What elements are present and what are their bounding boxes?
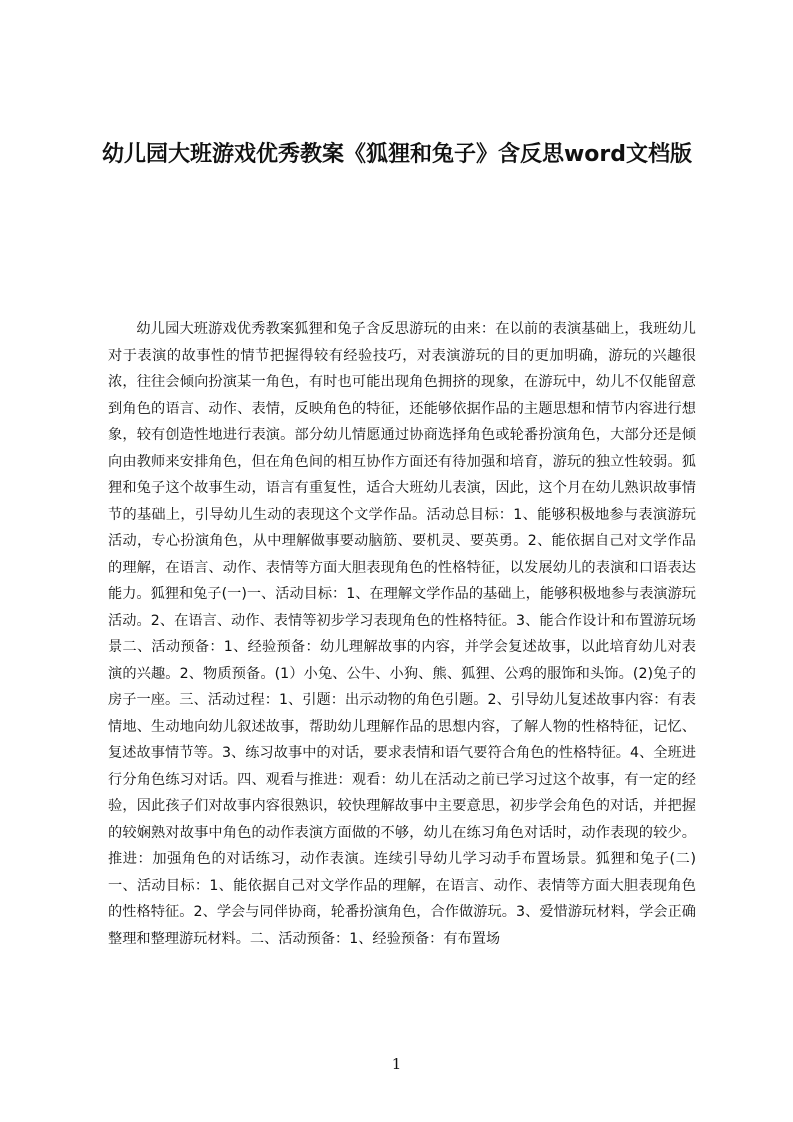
document-title: 幼儿园大班游戏优秀教案《狐狸和兔子》含反思word文档版 [101, 142, 693, 167]
page-number: 1 [391, 1055, 402, 1073]
document-body-text: 幼儿园大班游戏优秀教案狐狸和兔子含反思游玩的由来：在以前的表演基础上，我班幼儿对于表演的故事性的情节把握得较有经验技巧，对表演游玩的目的更加明确，游玩的兴趣很浓，往往会倾向扮演某一角色，有时也可能出现角色拥挤的现象，在游玩中，幼儿不仅能留意到角色的语言、动作、表情，反映角色的特征，还能够依据作品的主题思想和情节内容进行想象，较有创造性地进行表演。部分幼儿情愿通过协商选择角色或轮番扮演角色，大部分还是倾向由教师来安排角色，但在角色间的相互协作方面还有待加强和培育，游玩的独立性较弱。狐狸和兔子这个故事生动，语言有重复性，适合大班幼儿表演，因此，这个月在幼儿熟识故事情节的基础上，引导幼儿生动的表现这个文学作品。活动总目标：1、能够积极地参与表演游玩活动，专心扮演角色，从中理解做事要动脑筋、要机灵、要英勇。2、能依据自己对文学作品的理解，在语言、动作、表情等方面大胆表现角色的性格特征，以发展幼儿的表演和口语表达能力。狐狸和兔子(一)一、活动目标：1、在理解文学作品的基础上，能够积极地参与表演游玩活动。2、在语言、动作、表情等初步学习表现角色的性格特征。3、能合作设计和布置游玩场景二、活动预备：1、经验预备：幼儿理解故事的内容，并学会复述故事，以此培育幼儿对表演的兴趣。2、物质预备。(1）小兔、公牛、小狗、熊、狐狸、公鸡的服饰和头饰。(2)兔子的房子一座。三、活动过程：1、引题：出示动物的角色引题。2、引导幼儿复述故事内容：有表情地、生动地向幼儿叙述故事，帮助幼儿理解作品的思想内容，了解人物的性格特征，记忆、复述故事情节等。3、练习故事中的对话，要求表情和语气要符合角色的性格特征。4、全班进行分角色练习对话。四、观看与推进：观看：幼儿在活动之前已学习过这个故事，有一定的经验，因此孩子们对故事内容很熟识，较快理解故事中主要意思，初步学会角色的对话，并把握的较娴熟对故事中角色的动作表演方面做的不够，幼儿在练习角色对话时，动作表现的较少。推进：加强角色的对话练习，动作表演。连续引导幼儿学习动手布置场景。狐狸和兔子(二)一、活动目标：1、能依据自己对文学作品的理解，在语言、动作、表情等方面大胆表现角色的性格特征。2、学会与同伴协商，轮番扮演角色，合作做游玩。3、爱惜游玩材料，学会正确整理和整理游玩材料。二、活动预备：1、经验预备：有布置场 [108, 321, 696, 947]
